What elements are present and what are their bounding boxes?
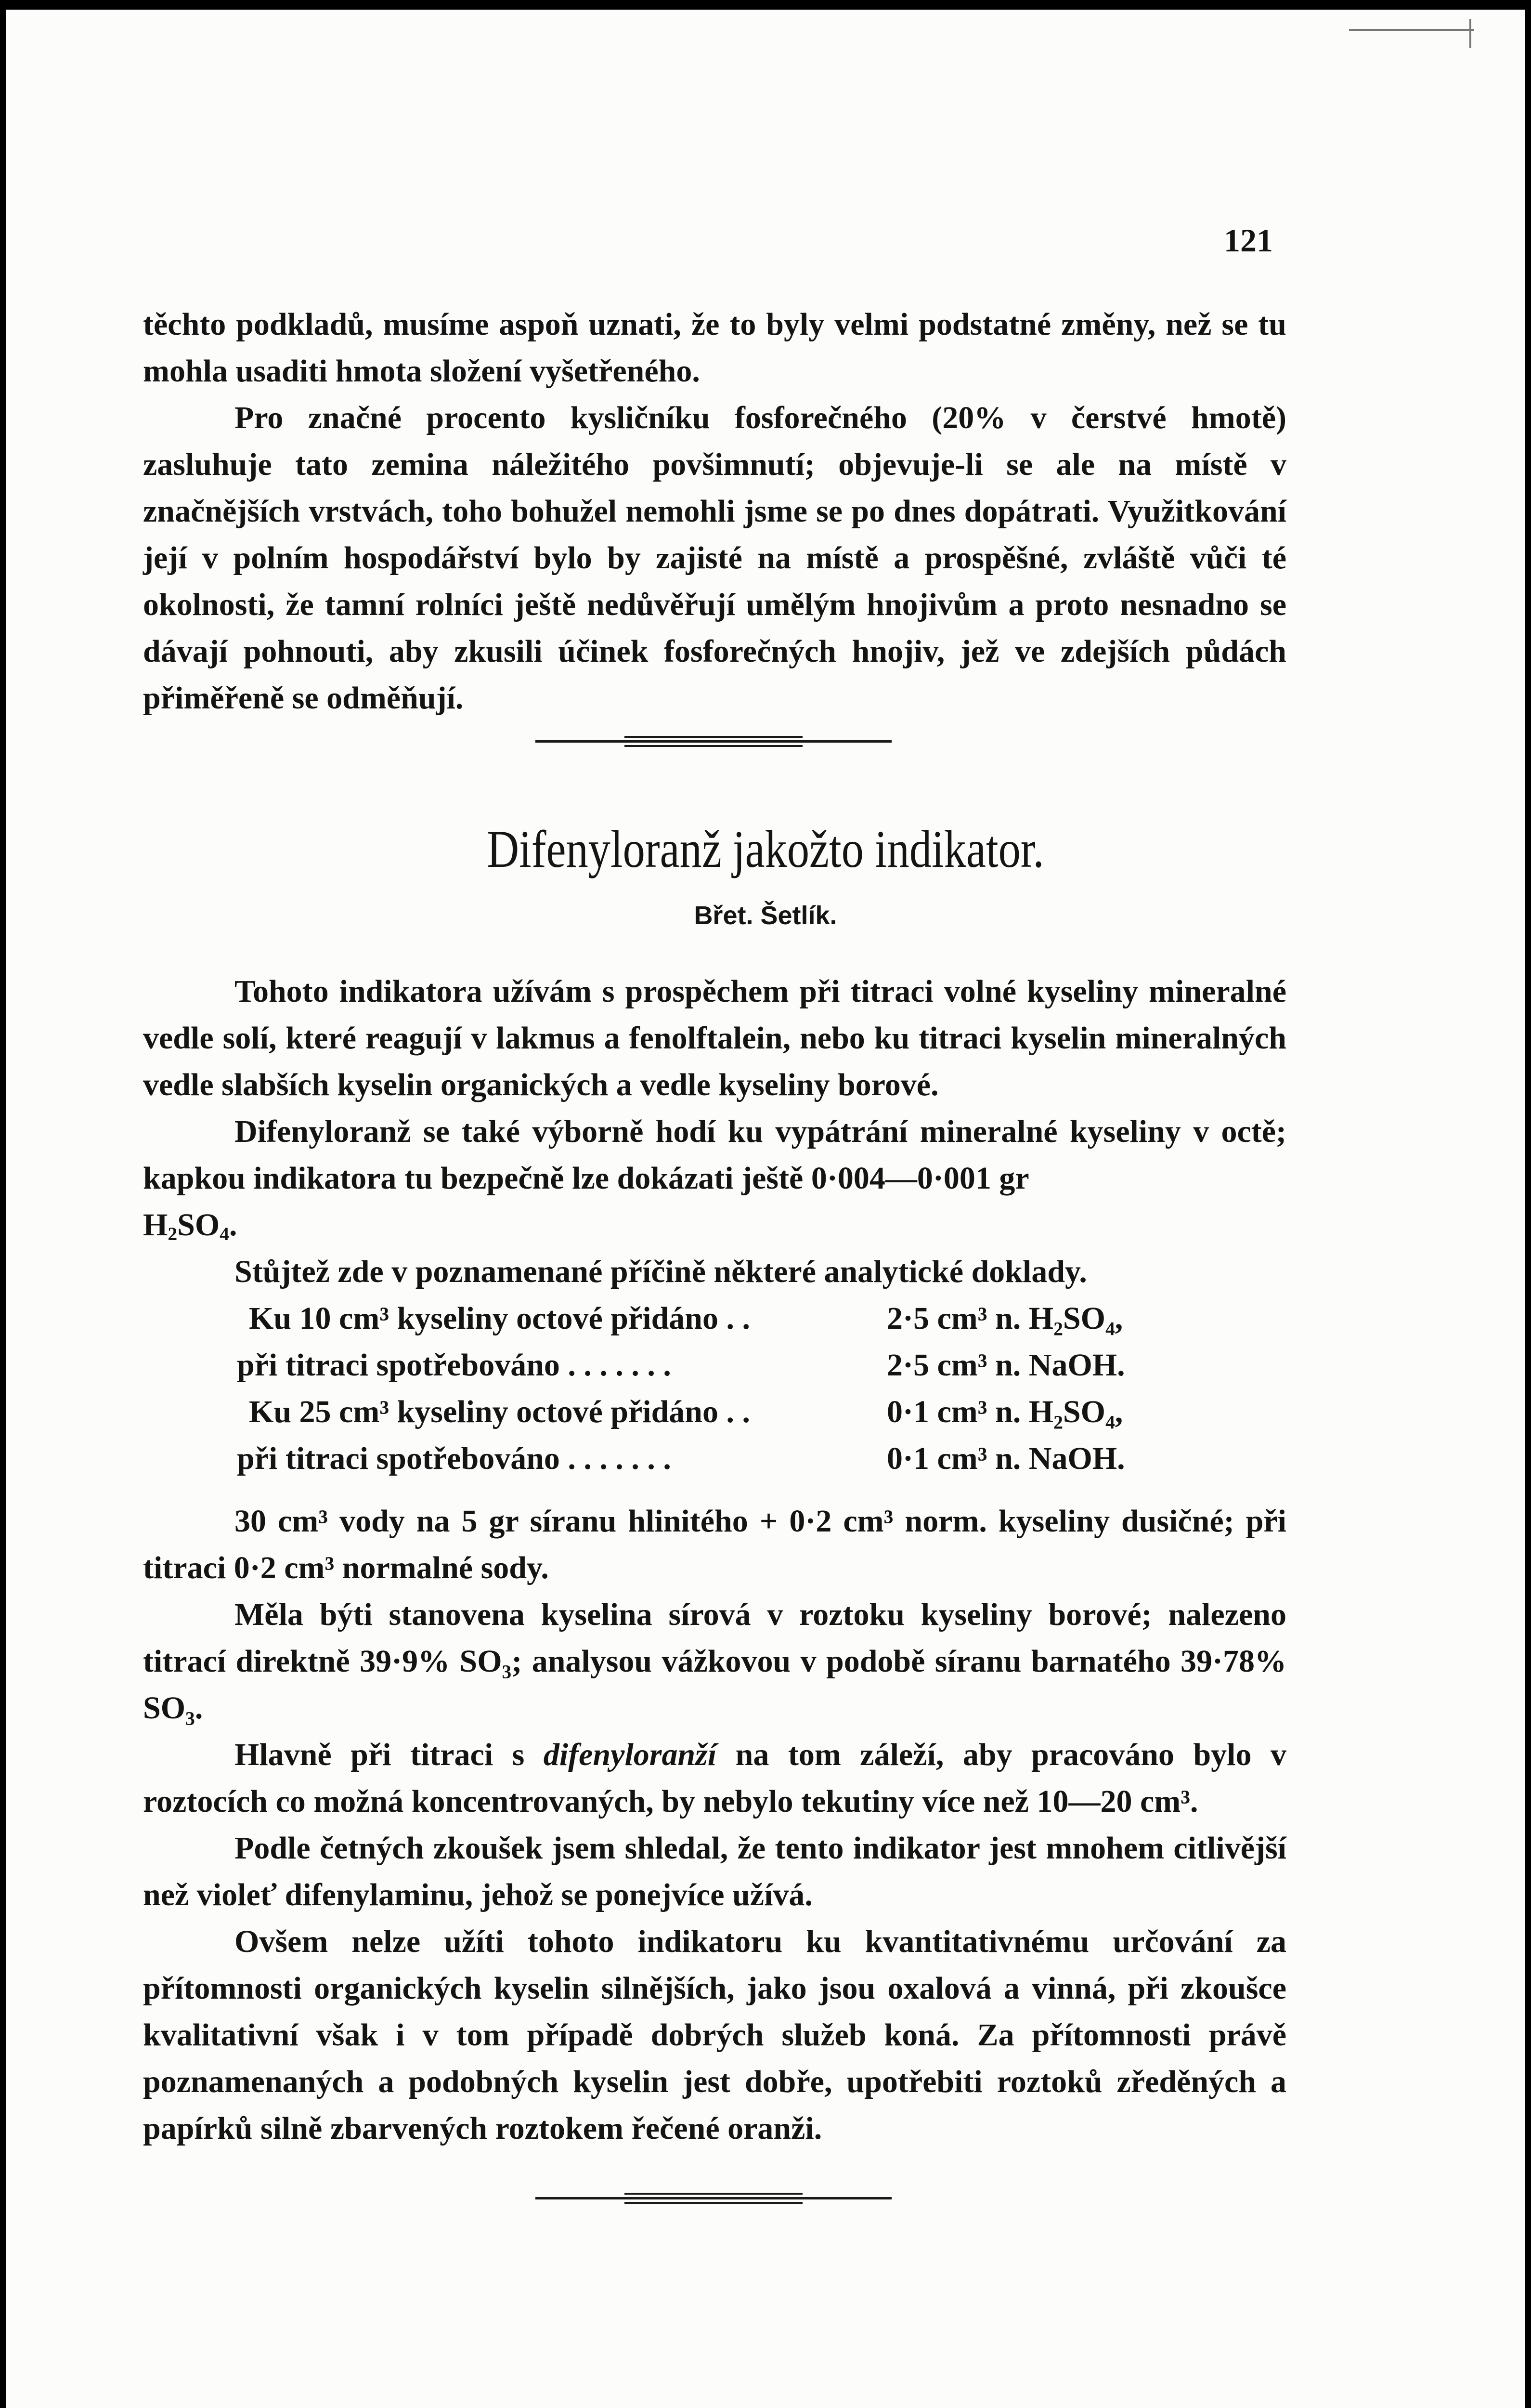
article-body-top [143, 968, 1286, 1482]
emphasis: difenyloranží [543, 1737, 717, 1772]
section-divider [535, 2189, 892, 2208]
data-value: 2·5 cm³ n. H₂SO₄, [887, 1301, 1123, 1336]
crop-mark [1469, 19, 1471, 48]
article-author: Břet. Šetlík. [694, 901, 837, 930]
data-label: Ku 10 cm³ kyseliny octové přidáno . . [249, 1301, 750, 1336]
paragraph: Tohoto indikatora užívám s prospěchem při titraci volné kyseliny mineralné vedle solí, které reagují v lakmus a fenolftalein, nebo ku titraci kyselin mineralných vedle slabších kyselin organických a vedle kyseliny borové. [143, 974, 1286, 1102]
data-label: Ku 25 cm³ kyseliny octové přidáno . . [249, 1394, 750, 1429]
intro-paragraph: Pro značné procento kysličníku fosforečného (20% v čerstvé hmotě) zasluhuje tato zemina náležitého povšimnutí; objevuje-li se ale na místě v značnějších vrstvách, toho bohužel nemohli jsme se po dnes dopátrati. Využitkování její v polním hospodářství bylo by zajisté na místě a prospěšné, zvláště vůči té okolnosti, že tamní rolníci ještě nedůvěřují umělým hnojivům a proto nesnadno se dávají pohnouti, aby zkusili účinek fosforečných hnojiv, jež ve zdejších půdách přiměřeně se odměňují. [143, 400, 1286, 716]
data-value: 0·1 cm³ n. NaOH. [887, 1441, 1125, 1476]
article-title: Difenyloranž jakožto indikator. [487, 820, 1044, 878]
paragraph: Difenyloranž se také výborně hodí ku vypátrání mineralné kyseliny v octě; kapkou indikatora tu bezpečně lze dokázati ještě 0·004—0·001 gr $H_2SO_4$. [143, 1114, 1286, 1244]
data-row [143, 1388, 1286, 1435]
data-label: při titraci spotřebováno . . . . . . . [237, 1348, 671, 1383]
paragraph: Hlavně při titraci s difenyloranží na tom záleží, aby pracováno bylo v roztocích co možná koncentrovaných, by nebylo tekutiny více než 10—20 cm³. [143, 1737, 1286, 1819]
paragraph: Ovšem nelze užíti tohoto indikatoru ku kvantitativnému určování za přítomnosti organických kyselin silnějších, jako jsou oxalová a vinná, při zkoušce kvalitativní však i v tom případě dobrých služeb koná. Za přítomnosti právě poznamenaných a podobných kyselin jest dobře, upotřebiti roztoků zředěných a papírků silně zbarvených roztokem řečené oranži. [143, 1924, 1286, 2146]
article-body-bottom [143, 1498, 1286, 2152]
page [6, 10, 1525, 2408]
paragraph: Stůjtež zde v poznamenané příčině některé analytické doklady. [234, 1254, 1087, 1289]
page-number: 121 [1224, 222, 1273, 259]
paragraph: Měla býti stanovena kyselina sírová v roztoku kyseliny borové; nalezeno titrací direktně 39·9% SO₃; analysou vážkovou v podobě síranu barnatého 39·78% SO₃. [143, 1597, 1286, 1726]
data-row [143, 1342, 1286, 1388]
data-row [143, 1435, 1286, 1482]
intro-paragraph: těchto podkladů, musíme aspoň uznati, že to byly velmi podstatné změny, než se tu mohla usaditi hmota složení vyšetřeného. [143, 307, 1286, 389]
paragraph: Podle četných zkoušek jsem shledal, že tento indikator jest mnohem citlivější než violeť difenylaminu, jehož se ponejvíce užívá. [143, 1831, 1286, 1912]
section-divider [535, 732, 892, 751]
data-value: 0·1 cm³ n. H₂SO₄, [887, 1394, 1123, 1429]
formula: $H_2SO_4$. [143, 1207, 237, 1244]
data-row [143, 1295, 1286, 1342]
crop-mark [1349, 29, 1474, 31]
data-label: při titraci spotřebováno . . . . . . . [237, 1441, 671, 1476]
intro-text [143, 301, 1286, 721]
paragraph: 30 cm³ vody na 5 gr síranu hlinitého + 0·2 cm³ norm. kyseliny dusičné; při titraci 0·2 cm³ normalné sody. [143, 1504, 1286, 1585]
data-value: 2·5 cm³ n. NaOH. [887, 1348, 1125, 1383]
